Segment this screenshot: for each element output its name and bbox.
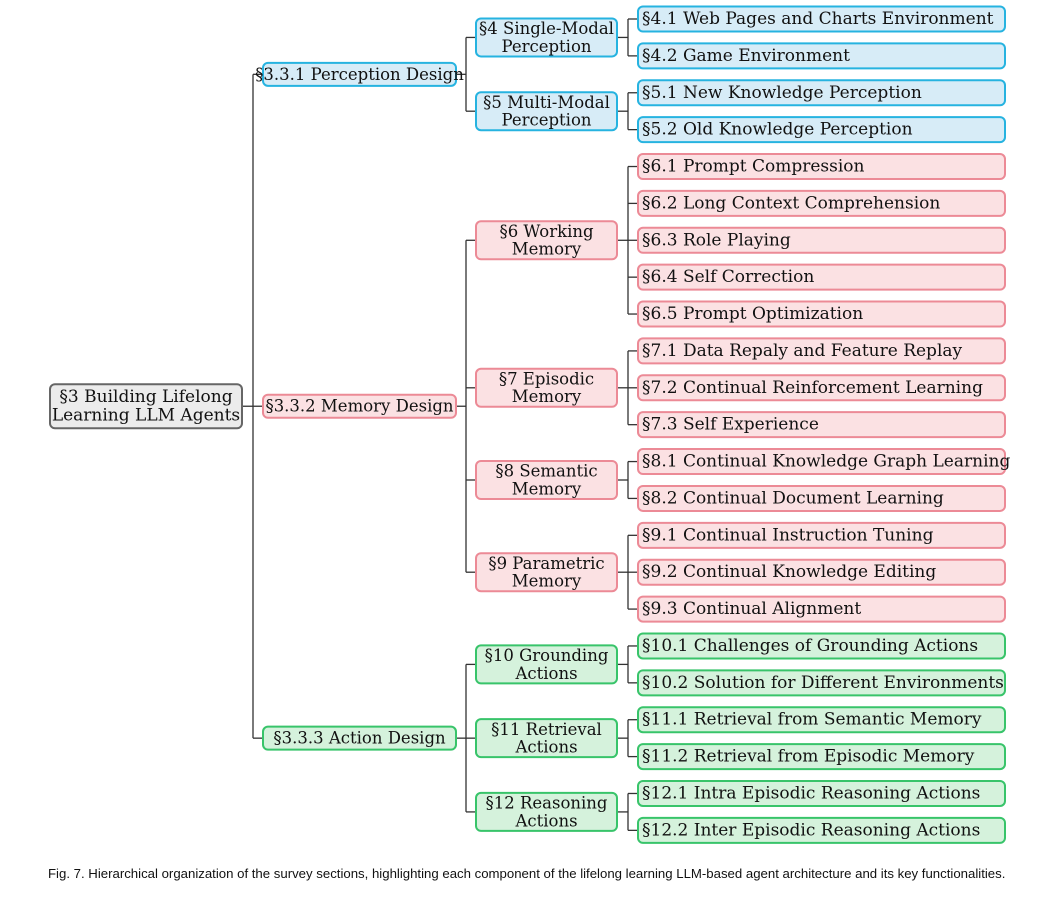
leaf-node-action-3-1 xyxy=(638,781,1005,806)
leaf-node-perception-1-2 xyxy=(638,43,1005,68)
leaf-node-action-3-2-label: §12.2 Inter Episodic Reasoning Actions xyxy=(642,820,981,841)
leaf-node-memory-4-3 xyxy=(638,597,1005,622)
section-node-perception-2-label-line-2: Perception xyxy=(501,110,592,130)
leaf-node-perception-1-2-label: §4.2 Game Environment xyxy=(642,45,850,66)
leaf-node-perception-2-1-label: §5.1 New Knowledge Perception xyxy=(642,82,922,103)
section-node-memory-1 xyxy=(476,221,617,259)
section-node-action-2 xyxy=(476,719,617,757)
section-node-memory-4-label-line-1: §9 Parametric xyxy=(488,553,605,573)
leaf-node-perception-1-1 xyxy=(638,7,1005,32)
leaf-node-memory-3-1-label: §8.1 Continual Knowledge Graph Learning xyxy=(642,451,1011,472)
leaf-node-perception-2-2-label: §5.2 Old Knowledge Perception xyxy=(642,119,913,140)
section-node-memory-2-label-line-1: §7 Episodic xyxy=(498,369,595,389)
leaf-node-action-1-1-label: §10.1 Challenges of Grounding Actions xyxy=(642,635,979,656)
section-node-action-1 xyxy=(476,645,617,683)
leaf-node-memory-1-4 xyxy=(638,265,1005,290)
leaf-node-memory-2-2-label: §7.2 Continual Reinforcement Learning xyxy=(642,377,983,398)
section-node-perception-2 xyxy=(476,92,617,130)
leaf-node-action-2-2 xyxy=(638,744,1005,769)
leaf-node-memory-2-3-label: §7.3 Self Experience xyxy=(642,414,819,435)
leaf-node-memory-2-1 xyxy=(638,338,1005,363)
leaf-node-memory-1-4-label: §6.4 Self Correction xyxy=(642,267,815,288)
leaf-node-memory-2-2 xyxy=(638,375,1005,400)
diagram-nodes xyxy=(50,7,1010,843)
leaf-node-memory-4-3-label: §9.3 Continual Alignment xyxy=(642,599,862,620)
leaf-node-memory-1-5-label: §6.5 Prompt Optimization xyxy=(642,304,864,325)
leaf-node-action-1-2-label: §10.2 Solution for Different Environments xyxy=(642,672,1004,693)
section-node-perception-1-label-line-1: §4 Single-Modal xyxy=(479,19,614,39)
design-node-perception xyxy=(255,63,464,86)
leaf-node-memory-1-1-label: §6.1 Prompt Compression xyxy=(642,156,865,177)
section-node-perception-1 xyxy=(476,18,617,56)
leaf-node-action-2-1 xyxy=(638,707,1005,732)
leaf-node-memory-3-1 xyxy=(638,449,1010,474)
leaf-node-memory-3-2 xyxy=(638,486,1005,511)
section-node-memory-2 xyxy=(476,369,617,407)
section-node-action-2-label-line-2: Actions xyxy=(515,737,578,757)
leaf-node-memory-1-5 xyxy=(638,302,1005,327)
design-node-perception-label: §3.3.1 Perception Design xyxy=(255,64,464,84)
leaf-node-perception-2-1 xyxy=(638,80,1005,105)
leaf-node-memory-4-2 xyxy=(638,560,1005,585)
leaf-node-memory-3-2-label: §8.2 Continual Document Learning xyxy=(642,488,944,509)
leaf-node-memory-2-3 xyxy=(638,412,1005,437)
leaf-node-memory-1-2 xyxy=(638,191,1005,216)
leaf-node-memory-4-1-label: §9.1 Continual Instruction Tuning xyxy=(642,525,934,546)
leaf-node-memory-1-3 xyxy=(638,228,1005,253)
section-node-memory-3-label-line-2: Memory xyxy=(511,479,582,499)
section-node-action-2-label-line-1: §11 Retrieval xyxy=(491,719,602,739)
leaf-node-memory-1-1 xyxy=(638,154,1005,179)
design-node-action-label: §3.3.3 Action Design xyxy=(273,728,446,748)
design-node-action xyxy=(263,727,456,750)
section-node-memory-3 xyxy=(476,461,617,499)
design-node-memory xyxy=(263,395,456,418)
section-node-memory-3-label-line-1: §8 Semantic xyxy=(495,461,598,481)
root-node xyxy=(50,384,242,428)
connector-lines xyxy=(242,19,638,830)
leaf-node-action-2-2-label: §11.2 Retrieval from Episodic Memory xyxy=(642,746,975,767)
leaf-node-action-1-2 xyxy=(638,670,1005,695)
section-node-perception-2-label-line-1: §5 Multi-Modal xyxy=(483,92,610,112)
design-node-memory-label: §3.3.2 Memory Design xyxy=(265,396,454,416)
leaf-node-action-1-1 xyxy=(638,633,1005,658)
section-node-memory-1-label-line-1: §6 Working xyxy=(499,221,594,241)
leaf-node-memory-2-1-label: §7.1 Data Repaly and Feature Replay xyxy=(642,340,963,361)
leaf-node-action-3-2 xyxy=(638,818,1005,843)
section-node-memory-4-label-line-2: Memory xyxy=(511,571,582,591)
root-node-label-line-1: §3 Building Lifelong xyxy=(59,387,233,408)
section-node-action-3 xyxy=(476,793,617,831)
section-node-memory-4 xyxy=(476,553,617,591)
leaf-node-memory-1-2-label: §6.2 Long Context Comprehension xyxy=(642,193,941,214)
leaf-node-memory-1-3-label: §6.3 Role Playing xyxy=(642,230,791,251)
figure-caption: Fig. 7. Hierarchical organization of the survey sections, highlighting each component of the lifelong learning LLM-based agent architecture and its key functionalities. xyxy=(48,866,1006,881)
leaf-node-memory-4-2-label: §9.2 Continual Knowledge Editing xyxy=(642,562,937,583)
leaf-node-memory-4-1 xyxy=(638,523,1005,548)
section-node-action-3-label-line-2: Actions xyxy=(515,811,578,831)
leaf-node-action-2-1-label: §11.1 Retrieval from Semantic Memory xyxy=(642,709,982,730)
leaf-node-perception-1-1-label: §4.1 Web Pages and Charts Environment xyxy=(642,9,994,29)
section-node-memory-1-label-line-2: Memory xyxy=(511,239,582,259)
root-node-label-line-2: Learning LLM Agents xyxy=(51,405,241,426)
section-node-perception-1-label-line-2: Perception xyxy=(501,36,592,56)
section-node-memory-2-label-line-2: Memory xyxy=(511,387,582,407)
section-node-action-1-label-line-1: §10 Grounding xyxy=(484,645,609,665)
section-node-action-3-label-line-1: §12 Reasoning xyxy=(485,793,608,813)
leaf-node-action-3-1-label: §12.1 Intra Episodic Reasoning Actions xyxy=(642,783,981,804)
section-node-action-1-label-line-2: Actions xyxy=(515,663,578,683)
leaf-node-perception-2-2 xyxy=(638,117,1005,142)
